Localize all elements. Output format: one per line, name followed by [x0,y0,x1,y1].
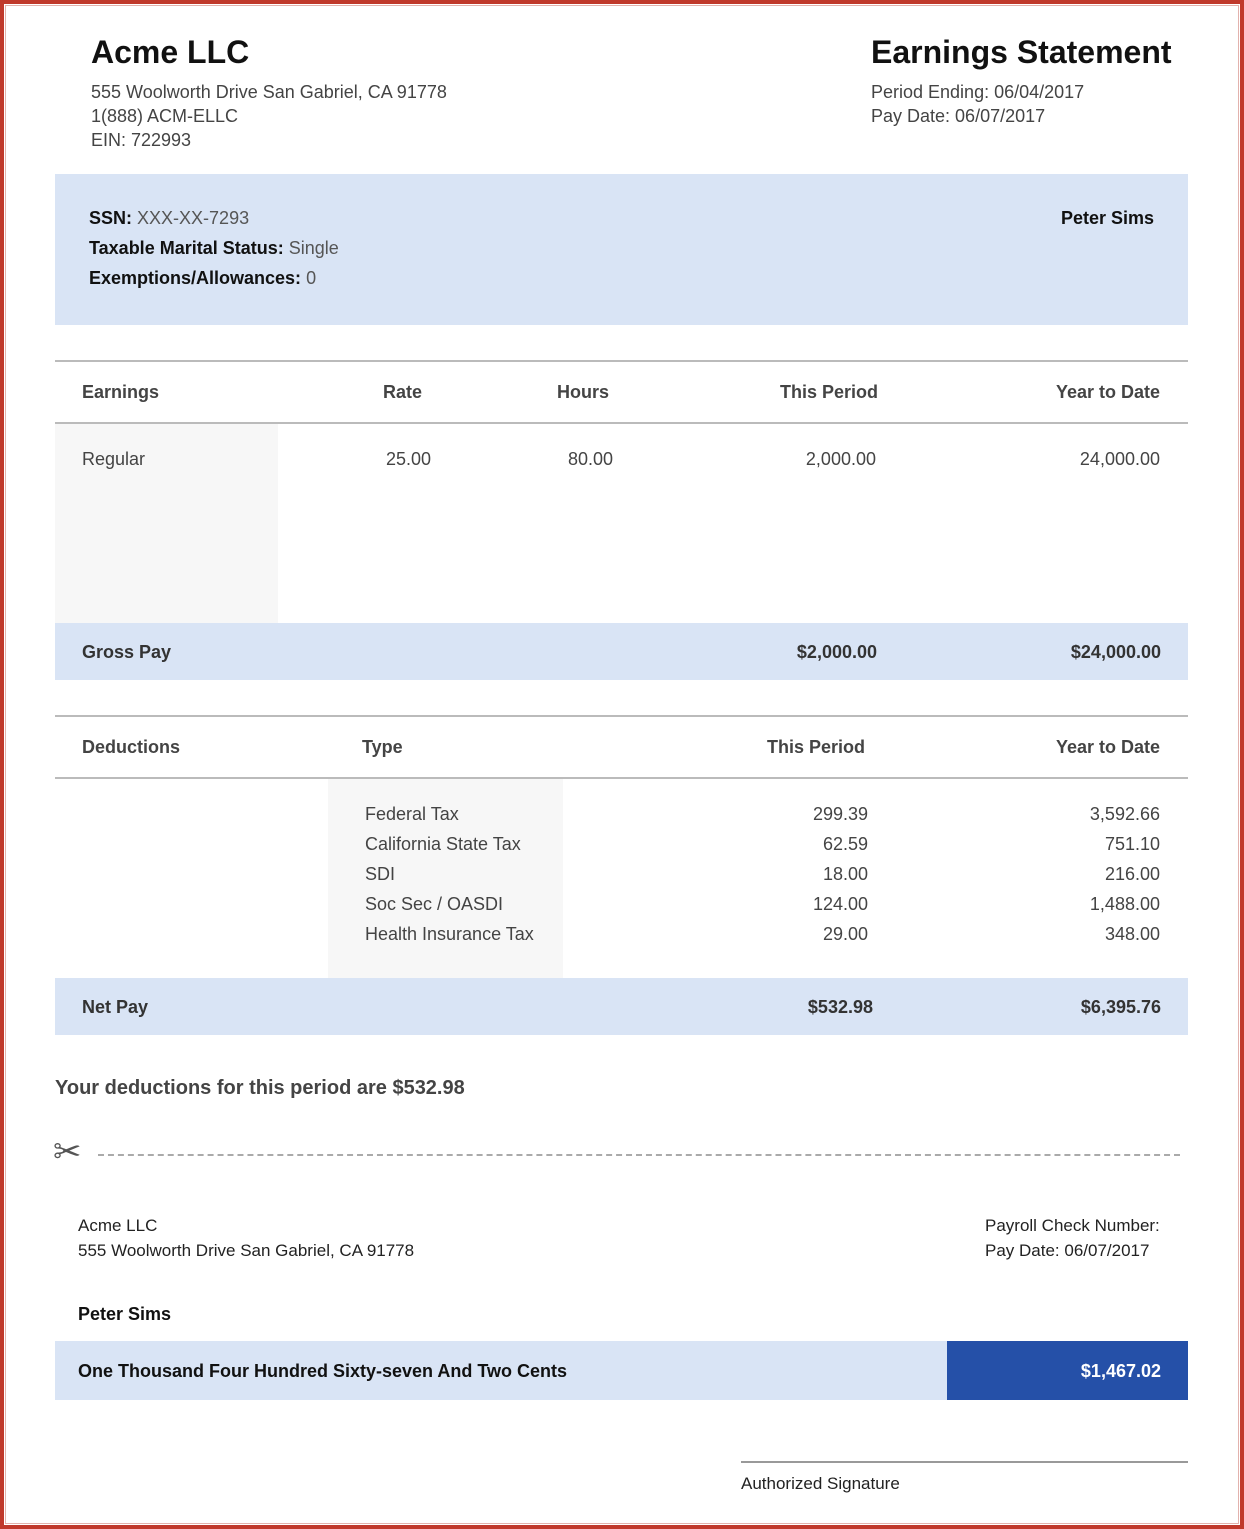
check-company-address: 555 Woolworth Drive San Gabriel, CA 91778 [78,1241,415,1260]
deductions-ytd-header: Year to Date [1055,737,1160,757]
ssn-line [89,208,249,229]
deductions-this-period-header: This Period [766,737,865,757]
check-pay-date: Pay Date: 06/07/2017 [985,1241,1150,1260]
deduction-this-period: 124.00 [812,894,868,914]
earnings-row-ytd: 24,000.00 [1079,449,1160,469]
deductions-header-rule [55,777,1188,779]
signature-line [741,1461,1188,1463]
company-phone: 1(888) ACM-ELLC [91,106,239,126]
pay-date: Pay Date: 06/07/2017 [871,106,1046,126]
deduction-this-period: 29.00 [822,924,868,944]
deduction-type: SDI [365,864,396,884]
deductions-summary: Your deductions for this period are $532.98 [55,1077,465,1099]
gross-pay-this-period: $2,000.00 [796,642,877,662]
deduction-this-period: 62.59 [822,834,868,854]
scissors-icon: ✂ [53,1133,82,1171]
earnings-row-this-period: 2,000.00 [805,449,876,469]
net-pay-this-period: $532.98 [807,997,873,1017]
exemptions-line [89,268,316,289]
earnings-row-name: Regular [82,449,146,469]
deductions-top-rule [55,715,1188,717]
period-ending: Period Ending: 06/04/2017 [871,82,1085,102]
amount-in-words-panel [55,1341,947,1400]
marital-status-value: Single [288,238,339,258]
deduction-type: Health Insurance Tax [365,924,534,944]
marital-status-line [89,238,339,259]
deduction-this-period: 299.39 [812,804,868,824]
deduction-ytd: 3,592.66 [1089,804,1160,824]
gross-pay-label: Gross Pay [82,642,172,662]
exemptions-label: Exemptions/Allowances: [89,268,302,288]
deduction-ytd: 348.00 [1104,924,1160,944]
employee-name: Peter Sims [1060,208,1154,228]
rate-header: Rate [382,382,422,402]
exemptions-value: 0 [306,268,317,288]
employee-info-panel [55,174,1188,325]
check-number-label: Payroll Check Number: [985,1216,1160,1235]
earnings-row-rate: 25.00 [385,449,431,469]
earnings-row-hours: 80.00 [567,449,613,469]
ssn-label: SSN: [89,208,133,228]
deduction-ytd: 751.10 [1104,834,1160,854]
this-period-header: This Period [779,382,878,402]
deduction-type: Federal Tax [365,804,459,824]
signature-label: Authorized Signature [741,1474,900,1493]
gross-pay-row [55,623,1188,680]
deduction-ytd: 216.00 [1104,864,1160,884]
deduction-type: California State Tax [365,834,521,854]
statement-title: Earnings Statement [871,34,1172,70]
deduction-type: Soc Sec / OASDI [365,894,504,914]
type-header: Type [362,737,403,757]
net-pay-label: Net Pay [82,997,149,1017]
check-payee-name: Peter Sims [78,1304,172,1324]
earnings-header: Earnings [82,382,160,402]
earnings-top-rule [55,360,1188,362]
deduction-this-period: 18.00 [822,864,868,884]
hours-header: Hours [556,382,609,402]
cut-line [98,1154,1180,1156]
company-ein: EIN: 722993 [91,130,192,150]
amount-in-words: One Thousand Four Hundred Sixty-seven And Two Cents [78,1361,568,1381]
gross-pay-ytd: $24,000.00 [1070,642,1161,662]
ssn-value: XXX-XX-7293 [137,208,250,228]
check-amount: $1,467.02 [1080,1361,1161,1381]
check-company-name: Acme LLC [78,1216,158,1235]
company-address: 555 Woolworth Drive San Gabriel, CA 91778 [91,82,447,102]
marital-status-label: Taxable Marital Status: [89,238,284,258]
check-amount-panel [947,1341,1188,1400]
net-pay-ytd: $6,395.76 [1080,997,1161,1017]
net-pay-row [55,978,1188,1035]
deduction-ytd: 1,488.00 [1089,894,1160,914]
deductions-header: Deductions [82,737,181,757]
year-to-date-header: Year to Date [1055,382,1160,402]
company-name: Acme LLC [91,34,250,70]
